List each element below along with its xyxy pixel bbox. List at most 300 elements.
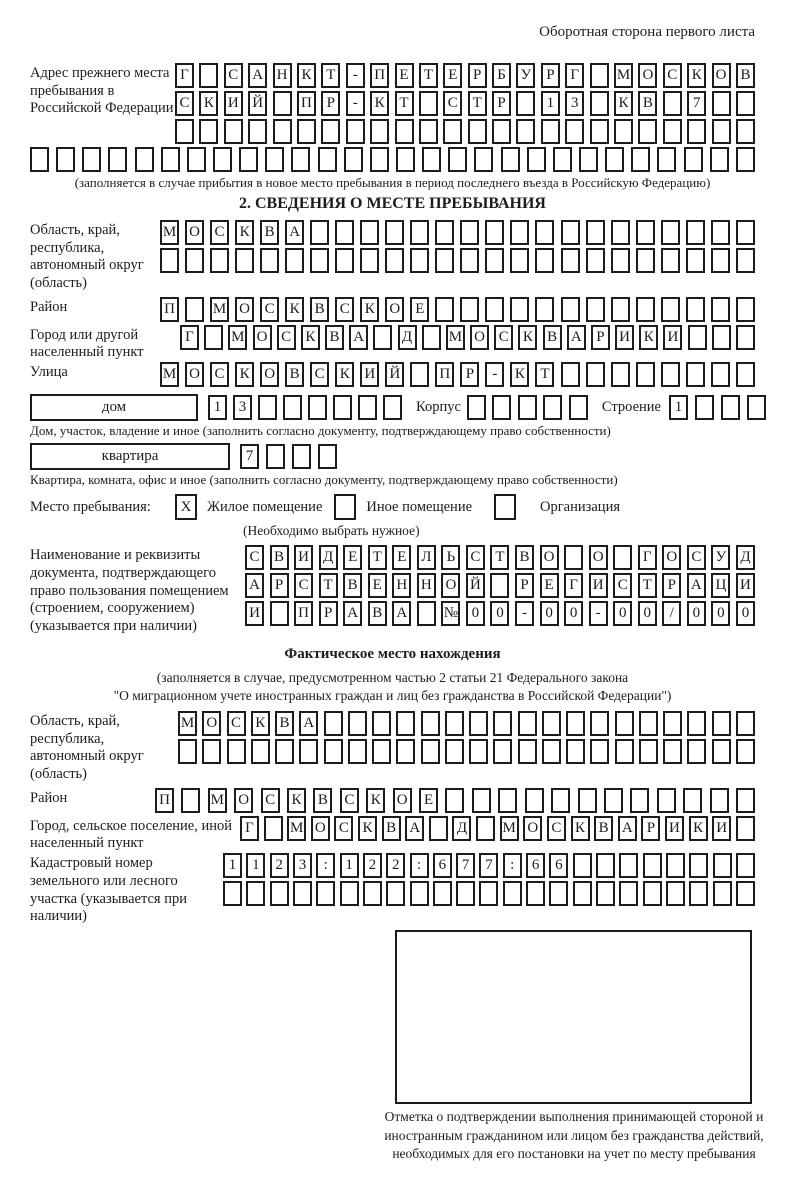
char-box: [688, 325, 707, 350]
char-box: [108, 147, 127, 172]
char-box: 1: [340, 853, 359, 878]
char-box-row: [155, 788, 755, 813]
char-box: Н: [392, 573, 411, 598]
char-box: [224, 119, 243, 144]
char-box: [479, 881, 498, 906]
actual-location-note-line1: (заполняется в случае, предусмотренном частью 2 статьи 21 Федерального закона: [156, 669, 629, 685]
char-box: К: [689, 816, 708, 841]
char-box: [736, 788, 755, 813]
char-box: [630, 788, 649, 813]
char-box: [516, 119, 535, 144]
char-box: И: [665, 816, 684, 841]
char-box: Д: [736, 545, 755, 570]
char-box: [661, 248, 680, 273]
char-box: [445, 788, 464, 813]
char-box: [604, 788, 623, 813]
korpus-label: Корпус: [416, 399, 461, 416]
char-box: [419, 91, 438, 116]
char-box: М: [160, 220, 179, 245]
char-box: 1: [208, 395, 227, 420]
char-box: [619, 881, 638, 906]
char-box: [292, 444, 311, 469]
char-box: [736, 325, 755, 350]
char-box: С: [277, 325, 296, 350]
char-box: [590, 91, 609, 116]
char-box: И: [294, 545, 313, 570]
char-box: -: [485, 362, 504, 387]
char-box: [421, 711, 440, 736]
char-box: [596, 881, 615, 906]
char-box: [611, 220, 630, 245]
stroenie-label: Строение: [601, 399, 661, 416]
char-box: 2: [386, 853, 405, 878]
char-box: Е: [443, 63, 462, 88]
char-box: [527, 147, 546, 172]
char-box: Т: [535, 362, 554, 387]
char-box: К: [518, 325, 537, 350]
char-box: Г: [564, 573, 583, 598]
district-label: Район: [30, 298, 68, 315]
char-box: А: [405, 816, 424, 841]
apartment-note: Квартира, комната, офис и иное (заполнить согласно документу, подтверждающему право собственности): [30, 472, 618, 488]
char-box: [713, 881, 732, 906]
char-box: Т: [638, 573, 657, 598]
char-box: 0: [613, 601, 632, 626]
char-box: О: [311, 816, 330, 841]
char-box: [324, 739, 343, 764]
char-box: В: [368, 601, 387, 626]
char-box: [223, 881, 242, 906]
char-box: Т: [395, 91, 414, 116]
char-box-row: [223, 853, 755, 878]
char-box: Б: [492, 63, 511, 88]
char-box: [321, 119, 340, 144]
char-box: В: [313, 788, 332, 813]
char-box: [410, 220, 429, 245]
char-box: Е: [368, 573, 387, 598]
char-box: Е: [419, 788, 438, 813]
char-box: Е: [410, 297, 429, 322]
apartment-number-boxes: [240, 444, 337, 469]
char-box: [251, 739, 270, 764]
char-box: В: [275, 711, 294, 736]
char-box: П: [160, 297, 179, 322]
char-box: [56, 147, 75, 172]
char-box: -: [515, 601, 534, 626]
char-box: [396, 739, 415, 764]
char-box: [687, 711, 706, 736]
char-box: [569, 395, 588, 420]
char-box: [661, 362, 680, 387]
char-box: [467, 395, 486, 420]
char-box: [711, 362, 730, 387]
city-label: Город или другой населенный пункт: [30, 326, 144, 361]
char-box: [639, 711, 658, 736]
char-box: [526, 881, 545, 906]
char-box: [235, 248, 254, 273]
char-box: [736, 739, 755, 764]
char-box: С: [547, 816, 566, 841]
char-box: [318, 147, 337, 172]
char-box: А: [567, 325, 586, 350]
char-box: 1: [541, 91, 560, 116]
char-box: С: [494, 325, 513, 350]
char-box: О: [234, 788, 253, 813]
char-box: 7: [479, 853, 498, 878]
char-box: А: [299, 711, 318, 736]
char-box: 2: [270, 853, 289, 878]
char-box: [324, 711, 343, 736]
actual-city-label: Город, сельское поселение, иной населенный пункт: [30, 817, 233, 852]
char-box-row: [175, 119, 755, 144]
char-box: С: [335, 297, 354, 322]
char-box: [736, 147, 755, 172]
char-box: [614, 119, 633, 144]
char-box: [736, 119, 755, 144]
field-actual-region: [30, 711, 755, 784]
char-box: [202, 739, 221, 764]
char-box: Ь: [441, 545, 460, 570]
char-box: 6: [549, 853, 568, 878]
char-box: [657, 788, 676, 813]
char-box: [590, 63, 609, 88]
char-box: [619, 853, 638, 878]
confirmation-mark-caption: Отметка о подтверждении выполнения принимающей стороной и иностранным гражданином или лицом без гражданства действий, необходимых для его постановки на учет по месту пребывания: [384, 1108, 764, 1162]
char-box: [561, 362, 580, 387]
char-box: [373, 325, 392, 350]
char-box: 0: [687, 601, 706, 626]
char-box: [293, 881, 312, 906]
char-box: [266, 444, 285, 469]
char-box: С: [210, 220, 229, 245]
char-box: [643, 853, 662, 878]
char-box-row: [245, 545, 755, 570]
char-box: Г: [240, 816, 259, 841]
char-box: Й: [466, 573, 485, 598]
char-box: [270, 881, 289, 906]
char-box: С: [310, 362, 329, 387]
char-box: И: [245, 601, 264, 626]
char-box: [686, 297, 705, 322]
char-box: 1: [669, 395, 688, 420]
field-ownership-document: [30, 545, 755, 635]
char-box: [636, 297, 655, 322]
char-box: [518, 395, 537, 420]
char-box: В: [543, 325, 562, 350]
char-box: [210, 248, 229, 273]
char-box: А: [687, 573, 706, 598]
char-box: [590, 711, 609, 736]
char-box: Е: [395, 63, 414, 88]
actual-location-title: Фактическое место нахождения: [284, 645, 501, 662]
char-box: [291, 147, 310, 172]
char-box: [710, 788, 729, 813]
char-box: [684, 147, 703, 172]
char-box: 6: [433, 853, 452, 878]
char-box: [712, 739, 731, 764]
actual-district-label: Район: [30, 789, 68, 806]
char-box: [30, 147, 49, 172]
char-box: И: [360, 362, 379, 387]
char-box: [264, 816, 283, 841]
char-box: [564, 545, 583, 570]
char-box: Е: [540, 573, 559, 598]
char-box: [663, 739, 682, 764]
char-box: О: [185, 362, 204, 387]
char-box: О: [260, 362, 279, 387]
char-box: [596, 853, 615, 878]
char-box: 3: [565, 91, 584, 116]
char-box: Й: [385, 362, 404, 387]
char-box: [611, 248, 630, 273]
char-box: [227, 739, 246, 764]
char-box: [541, 119, 560, 144]
char-box: [260, 248, 279, 273]
char-box: С: [443, 91, 462, 116]
char-box: [498, 788, 517, 813]
char-box: [639, 739, 658, 764]
char-box: В: [270, 545, 289, 570]
char-box: [736, 220, 755, 245]
char-box: В: [285, 362, 304, 387]
char-box: [518, 739, 537, 764]
char-box: [246, 881, 265, 906]
char-box: А: [248, 63, 267, 88]
char-box: [711, 297, 730, 322]
char-box: [711, 220, 730, 245]
char-box: [370, 147, 389, 172]
stroenie-boxes: [669, 395, 766, 420]
char-box: [385, 248, 404, 273]
char-box: [299, 739, 318, 764]
char-box: [615, 739, 634, 764]
char-box: [590, 119, 609, 144]
char-box: О: [185, 220, 204, 245]
char-box: М: [500, 816, 519, 841]
char-box: И: [589, 573, 608, 598]
apartment-type-box: квартира: [30, 443, 230, 470]
char-box: К: [510, 362, 529, 387]
field-cadastral-number: [30, 853, 755, 926]
char-box: [687, 739, 706, 764]
char-box: [492, 119, 511, 144]
field-district: [30, 297, 755, 325]
char-box: [686, 362, 705, 387]
char-box: [492, 395, 511, 420]
field-actual-district: [30, 788, 755, 816]
actual-location-note-line2: "О миграционном учете иностранных граждан и лиц без гражданства в Российской Федерации"): [113, 687, 672, 703]
char-box: Т: [319, 573, 338, 598]
char-box: С: [261, 788, 280, 813]
char-box-row: [160, 362, 755, 387]
char-box: [493, 739, 512, 764]
char-box: [410, 362, 429, 387]
char-box: [611, 297, 630, 322]
char-box: [344, 147, 363, 172]
char-box: [419, 119, 438, 144]
char-box: [435, 297, 454, 322]
char-box-row: [175, 91, 755, 116]
previous-address-note: (заполняется в случае прибытия в новое место пребывания в период последнего въезда в Российскую Федерацию): [74, 175, 711, 190]
char-box: [605, 147, 624, 172]
char-box: [579, 147, 598, 172]
house-row: [30, 394, 755, 421]
char-box: [573, 881, 592, 906]
char-box: [578, 788, 597, 813]
char-box: [448, 147, 467, 172]
char-box: Н: [417, 573, 436, 598]
char-box: [666, 853, 685, 878]
char-box: С: [613, 573, 632, 598]
char-box: [663, 91, 682, 116]
char-box: Й: [248, 91, 267, 116]
char-box: [204, 325, 223, 350]
char-box: И: [224, 91, 243, 116]
char-box: Г: [175, 63, 194, 88]
char-box: В: [382, 816, 401, 841]
char-box: О: [253, 325, 272, 350]
char-box: 7: [687, 91, 706, 116]
char-box: С: [334, 816, 353, 841]
char-box: [485, 220, 504, 245]
char-box: [518, 711, 537, 736]
char-box: 0: [490, 601, 509, 626]
char-box: М: [287, 816, 306, 841]
char-box: [683, 788, 702, 813]
char-box: [712, 91, 731, 116]
char-box: С: [175, 91, 194, 116]
char-box: [551, 788, 570, 813]
char-box: 0: [711, 601, 730, 626]
char-box: [611, 362, 630, 387]
char-box: О: [662, 545, 681, 570]
char-box: Р: [641, 816, 660, 841]
char-box: О: [638, 63, 657, 88]
char-box: 3: [233, 395, 252, 420]
char-box: К: [235, 362, 254, 387]
char-box: [435, 220, 454, 245]
char-box: [490, 573, 509, 598]
char-box: [535, 297, 554, 322]
char-box: [657, 147, 676, 172]
char-box: :: [316, 853, 335, 878]
char-box: С: [466, 545, 485, 570]
char-box: Р: [319, 601, 338, 626]
char-box: [613, 545, 632, 570]
char-box: [666, 881, 685, 906]
char-box: [178, 739, 197, 764]
char-box: [175, 119, 194, 144]
char-box: А: [245, 573, 264, 598]
char-box: [501, 147, 520, 172]
char-box: [661, 220, 680, 245]
char-box: :: [410, 853, 429, 878]
char-box: [686, 248, 705, 273]
char-box: И: [663, 325, 682, 350]
char-box: [566, 739, 585, 764]
char-box: О: [235, 297, 254, 322]
char-box: -: [346, 63, 365, 88]
char-box: К: [614, 91, 633, 116]
char-box: С: [663, 63, 682, 88]
char-box: [736, 816, 755, 841]
char-box: [265, 147, 284, 172]
char-box: [476, 816, 495, 841]
char-box: [135, 147, 154, 172]
field-actual-city: [30, 816, 755, 853]
char-box: [636, 248, 655, 273]
char-box: У: [711, 545, 730, 570]
char-box: О: [540, 545, 559, 570]
char-box: [429, 816, 448, 841]
char-box-row: [160, 220, 755, 245]
char-box: [360, 248, 379, 273]
char-box: [283, 395, 302, 420]
char-box: О: [202, 711, 221, 736]
char-box: О: [441, 573, 460, 598]
char-box: [358, 395, 377, 420]
char-box: 7: [240, 444, 259, 469]
char-box: [396, 147, 415, 172]
char-box: [360, 220, 379, 245]
char-box: Ц: [711, 573, 730, 598]
char-box: [435, 248, 454, 273]
char-box: В: [343, 573, 362, 598]
char-box: К: [199, 91, 218, 116]
korpus-boxes: [467, 395, 588, 420]
char-box: [248, 119, 267, 144]
char-box: К: [287, 788, 306, 813]
char-box: М: [228, 325, 247, 350]
house-note: Дом, участок, владение и иное (заполнить согласно документу, подтверждающему право собственности): [30, 423, 611, 439]
char-box: 0: [564, 601, 583, 626]
char-box: [363, 881, 382, 906]
char-box: [586, 362, 605, 387]
char-box-row: [30, 147, 755, 172]
char-box: [348, 711, 367, 736]
char-box: А: [343, 601, 362, 626]
char-box: К: [358, 816, 377, 841]
char-box-row: [160, 297, 755, 322]
char-box: [460, 297, 479, 322]
char-box: Р: [591, 325, 610, 350]
char-box: К: [235, 220, 254, 245]
char-box: [638, 119, 657, 144]
char-box: И: [736, 573, 755, 598]
char-box: [445, 711, 464, 736]
char-box-row: [245, 573, 755, 598]
char-box: 0: [736, 601, 755, 626]
char-box: [421, 739, 440, 764]
char-box: Е: [343, 545, 362, 570]
char-box: Д: [398, 325, 417, 350]
char-box: [615, 711, 634, 736]
char-box: А: [285, 220, 304, 245]
char-box: И: [712, 816, 731, 841]
char-box: [573, 853, 592, 878]
street-label: Улица: [30, 364, 68, 381]
checkbox-residential: X: [175, 494, 197, 520]
char-box: Д: [319, 545, 338, 570]
char-box: [422, 325, 441, 350]
char-box: К: [366, 788, 385, 813]
char-box: [310, 220, 329, 245]
char-box: [460, 248, 479, 273]
char-box: [636, 362, 655, 387]
char-box: М: [208, 788, 227, 813]
char-box: К: [639, 325, 658, 350]
char-box: [386, 881, 405, 906]
